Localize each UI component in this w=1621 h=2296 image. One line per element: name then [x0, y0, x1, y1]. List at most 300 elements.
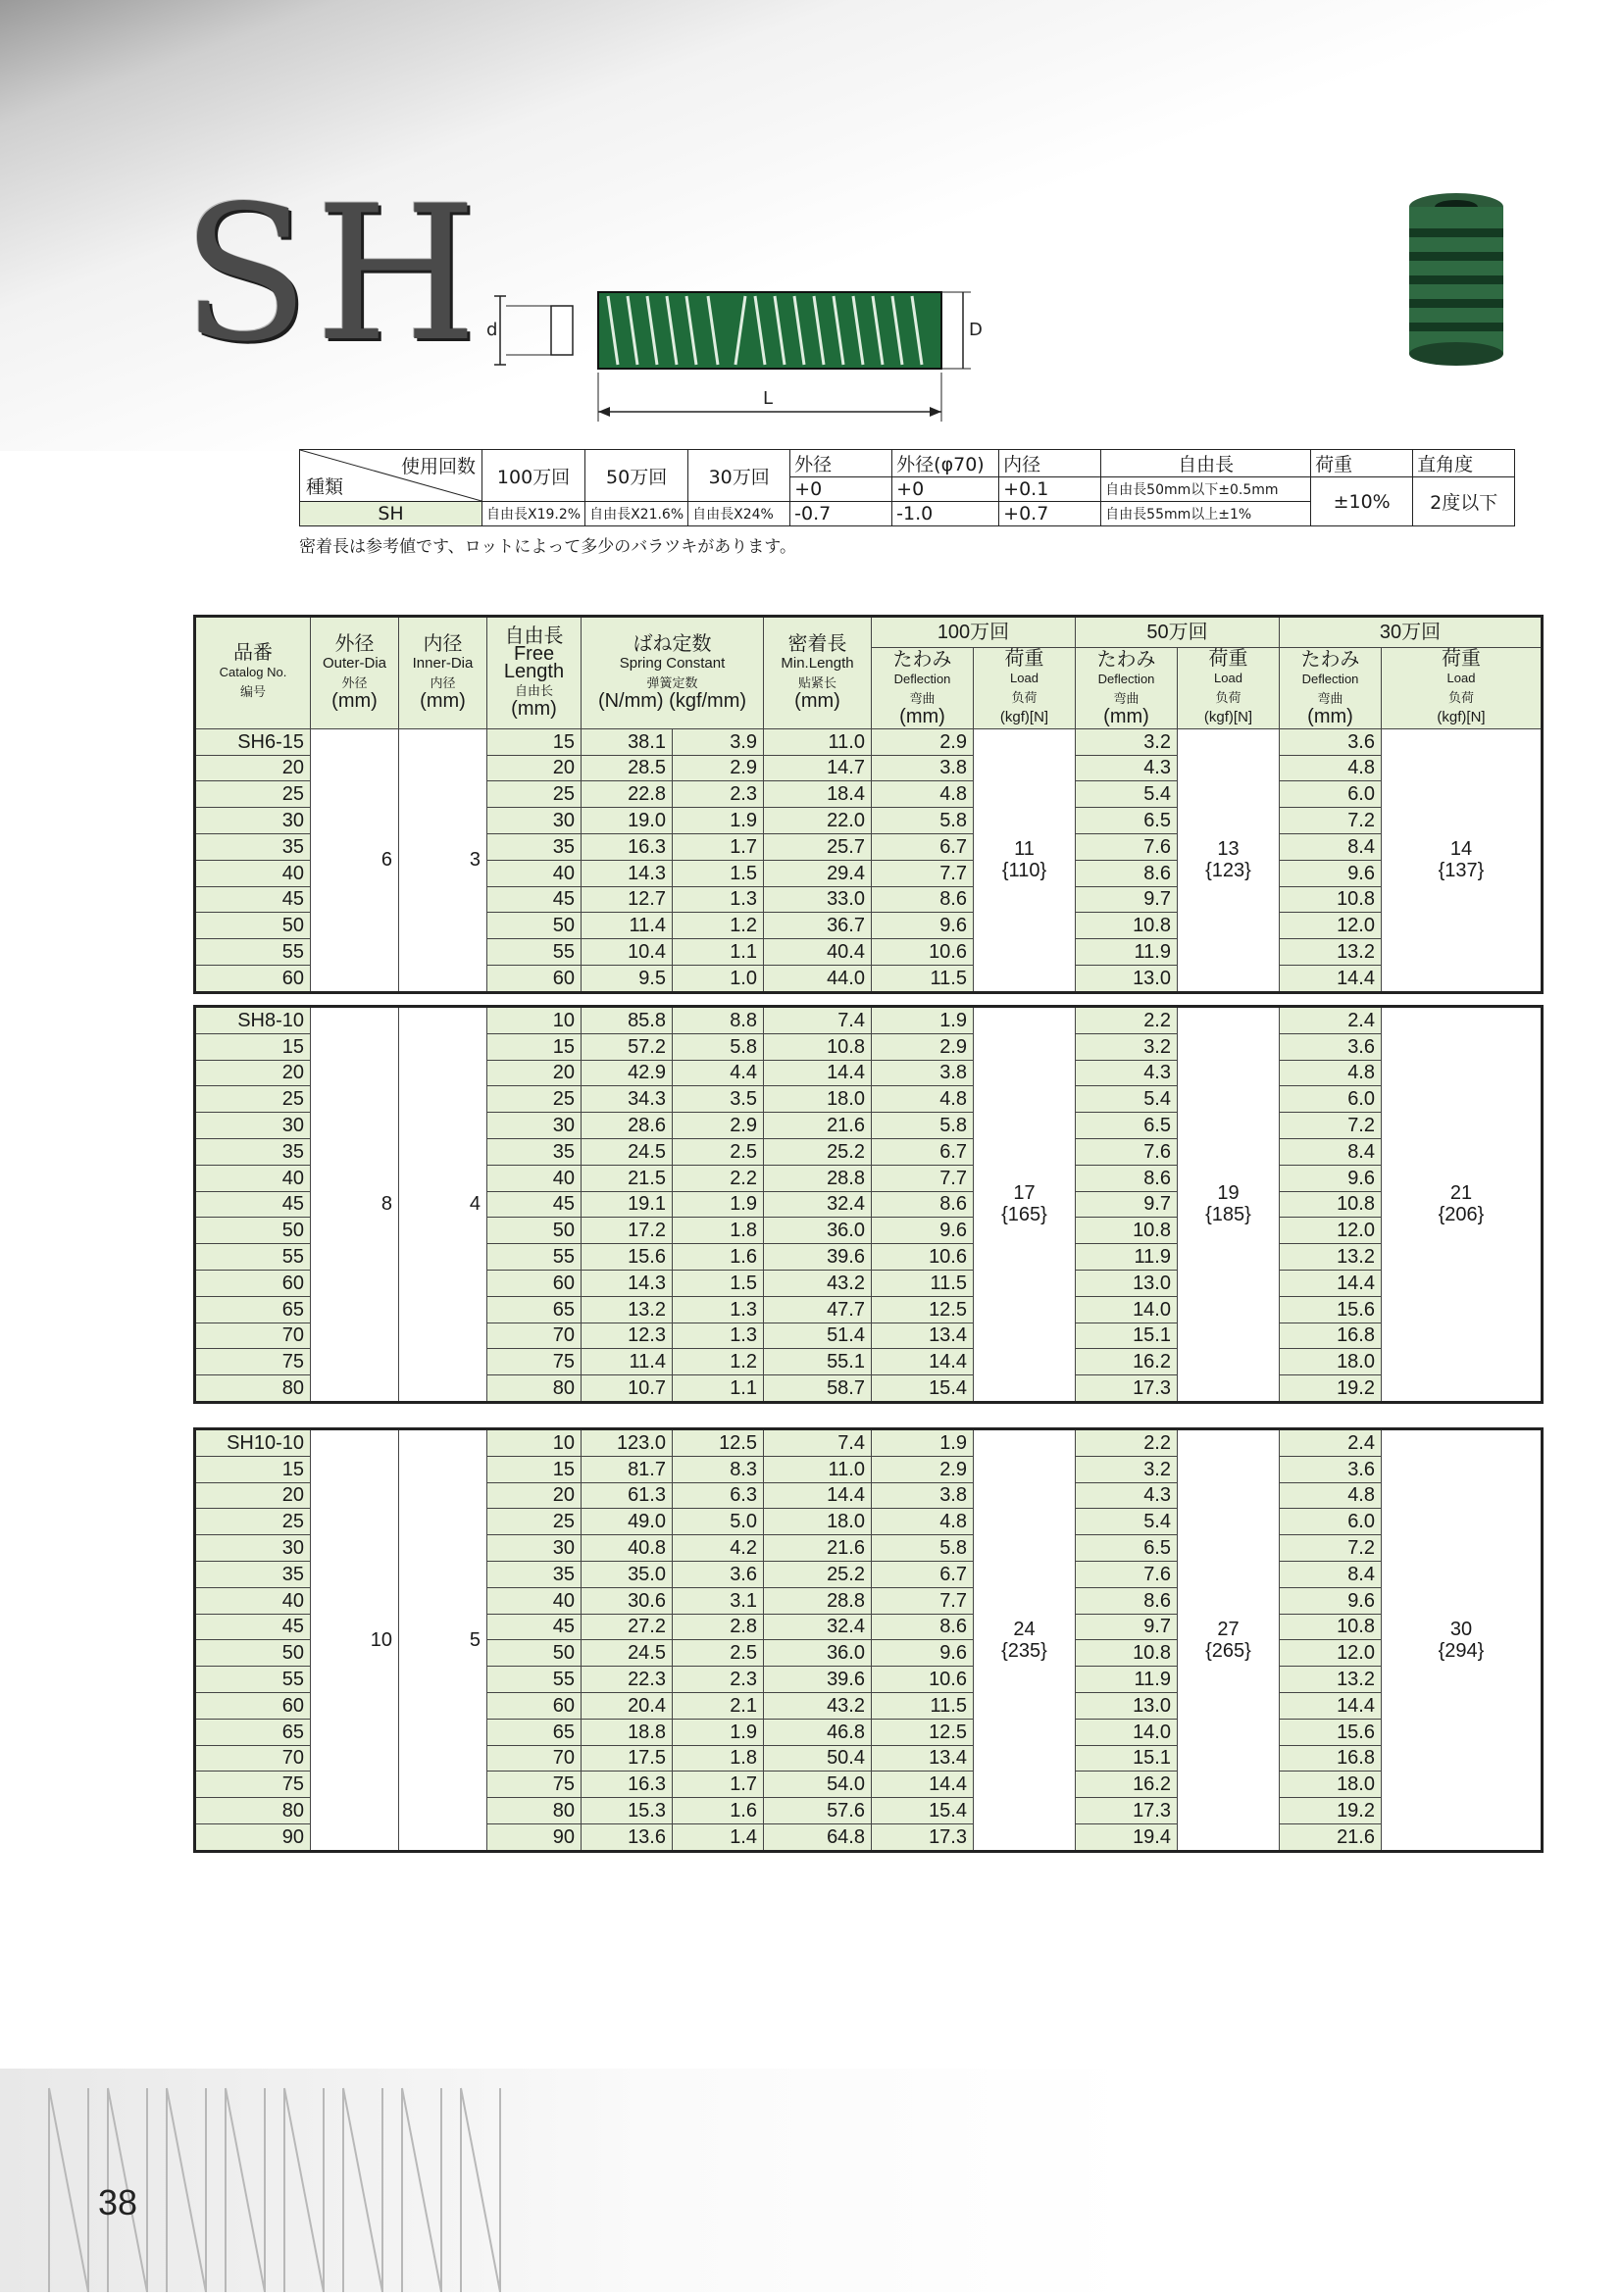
min-length: 58.7: [764, 1375, 872, 1403]
deflection-300k: 18.0: [1280, 1772, 1382, 1798]
spring-constant-n: 18.8: [582, 1719, 673, 1745]
deflection-500k: 4.3: [1076, 1060, 1178, 1086]
spring-constant-n: 81.7: [582, 1456, 673, 1482]
inner-dia-value: 4: [399, 1007, 487, 1403]
header-deflection: [1280, 647, 1382, 728]
deflection-500k: 3.2: [1076, 728, 1178, 755]
header-deflection: [872, 647, 974, 728]
header-text: 弯曲: [1317, 690, 1343, 706]
catalog-no: 45: [195, 1614, 311, 1640]
spring-constant-n: 57.2: [582, 1033, 673, 1060]
catalog-no: 70: [195, 1323, 311, 1349]
load-1m: [974, 728, 1076, 992]
catalog-no: 65: [195, 1296, 311, 1323]
spec-squareness-label: 直角度: [1413, 450, 1515, 477]
deflection-1m: 5.8: [872, 1113, 974, 1139]
spring-table-1: [193, 615, 1544, 994]
spring-constant-n: 34.3: [582, 1086, 673, 1113]
deflection-1m: 4.8: [872, 1086, 974, 1113]
deflection-300k: 13.2: [1280, 939, 1382, 966]
catalog-no: 40: [195, 1587, 311, 1614]
min-length-note: 密着長は参考値です、ロットによって多少のバラツキがあります。: [299, 537, 796, 557]
min-length: 33.0: [764, 886, 872, 913]
header-text: (kgf)[N]: [1437, 708, 1486, 725]
load-n: {294}: [1438, 1639, 1485, 1662]
spring-constant-kgf: 3.5: [673, 1086, 764, 1113]
catalog-no: 35: [195, 1138, 311, 1165]
min-length: 21.6: [764, 1113, 872, 1139]
deflection-300k: 16.8: [1280, 1745, 1382, 1772]
spring-constant-kgf: 1.9: [673, 808, 764, 834]
deflection-1m: 2.9: [872, 1456, 974, 1482]
free-length: 80: [487, 1798, 582, 1824]
catalog-no: SH10-10: [195, 1429, 311, 1457]
load-kgf: 27: [1217, 1618, 1240, 1640]
header-text: Deflection: [1097, 671, 1155, 686]
spring-constant-kgf: 1.9: [673, 1191, 764, 1218]
load-kgf: 24: [1013, 1618, 1036, 1640]
free-length: 70: [487, 1323, 582, 1349]
header-text: 荷重: [1442, 647, 1481, 670]
deflection-500k: 11.9: [1076, 1667, 1178, 1693]
deflection-500k: 14.0: [1076, 1719, 1178, 1745]
min-length: 29.4: [764, 860, 872, 886]
spring-constant-kgf: 1.5: [673, 860, 764, 886]
deflection-300k: 6.0: [1280, 781, 1382, 808]
deflection-1m: 9.6: [872, 1218, 974, 1244]
spring-constant-n: 16.3: [582, 1772, 673, 1798]
table-row: [195, 1007, 1543, 1034]
spring-constant-kgf: 1.3: [673, 1323, 764, 1349]
header-text: Spring Constant: [619, 655, 726, 673]
spring-constant-kgf: 8.8: [673, 1007, 764, 1034]
deflection-1m: 17.3: [872, 1823, 974, 1851]
spring-constant-n: 27.2: [582, 1614, 673, 1640]
spring-constant-n: 19.1: [582, 1191, 673, 1218]
deflection-300k: 21.6: [1280, 1823, 1382, 1851]
min-length: 57.6: [764, 1798, 872, 1824]
deflection-300k: 4.8: [1280, 755, 1382, 781]
deflection-300k: 3.6: [1280, 728, 1382, 755]
spec-od-label: 外径: [790, 450, 892, 477]
deflection-500k: 3.2: [1076, 1456, 1178, 1482]
free-length: 40: [487, 860, 582, 886]
spring-constant-kgf: 1.9: [673, 1719, 764, 1745]
header-500k-cycles: 50万回: [1076, 617, 1280, 648]
header-text: (mm): [899, 705, 945, 727]
deflection-1m: 10.6: [872, 1667, 974, 1693]
outer-dia-value: 8: [311, 1007, 399, 1403]
deflection-300k: 12.0: [1280, 1218, 1382, 1244]
spring-constant-n: 85.8: [582, 1007, 673, 1034]
min-length: 25.7: [764, 833, 872, 860]
deflection-300k: 2.4: [1280, 1429, 1382, 1457]
header-load: [1178, 647, 1280, 728]
catalog-no: 25: [195, 1509, 311, 1535]
header-text: Load: [1446, 670, 1476, 685]
deflection-300k: 13.2: [1280, 1244, 1382, 1271]
spring-constant-kgf: 1.5: [673, 1270, 764, 1296]
deflection-500k: 17.3: [1076, 1798, 1178, 1824]
spring-constant-n: 17.2: [582, 1218, 673, 1244]
deflection-300k: 4.8: [1280, 1060, 1382, 1086]
min-length: 32.4: [764, 1191, 872, 1218]
free-length: 30: [487, 808, 582, 834]
free-length: 30: [487, 1113, 582, 1139]
spring-constant-n: 15.6: [582, 1244, 673, 1271]
header-text: Deflection: [893, 671, 951, 686]
spec-squareness-value: 2度以下: [1413, 477, 1515, 526]
deflection-500k: 2.2: [1076, 1429, 1178, 1457]
catalog-no: 55: [195, 1667, 311, 1693]
deflection-500k: 7.6: [1076, 1138, 1178, 1165]
header-text: 内径: [423, 633, 463, 656]
free-length: 25: [487, 781, 582, 808]
spring-constant-kgf: 12.5: [673, 1429, 764, 1457]
spring-constant-kgf: 3.9: [673, 728, 764, 755]
deflection-1m: 10.6: [872, 1244, 974, 1271]
spring-constant-kgf: 4.2: [673, 1535, 764, 1562]
deflection-1m: 3.8: [872, 1060, 974, 1086]
header-text: 荷重: [1004, 647, 1044, 670]
spring-constant-kgf: 1.0: [673, 965, 764, 992]
catalog-no: 90: [195, 1823, 311, 1851]
deflection-1m: 4.8: [872, 1509, 974, 1535]
free-length: 40: [487, 1165, 582, 1191]
free-length: 50: [487, 1218, 582, 1244]
spring-constant-n: 12.7: [582, 886, 673, 913]
spec-od70-tol-lower: -1.0: [892, 502, 999, 526]
min-length: 46.8: [764, 1719, 872, 1745]
min-length: 21.6: [764, 1535, 872, 1562]
deflection-1m: 3.8: [872, 1482, 974, 1509]
min-length: 54.0: [764, 1772, 872, 1798]
header-text: (mm): [511, 698, 557, 721]
deflection-1m: 7.7: [872, 1587, 974, 1614]
header-text: 负荷: [1215, 689, 1241, 705]
deflection-500k: 5.4: [1076, 1509, 1178, 1535]
min-length: 7.4: [764, 1429, 872, 1457]
deflection-500k: 13.0: [1076, 1270, 1178, 1296]
deflection-1m: 9.6: [872, 1640, 974, 1667]
deflection-500k: 13.0: [1076, 965, 1178, 992]
free-length: 30: [487, 1535, 582, 1562]
load-500k: [1178, 1429, 1280, 1852]
catalog-no: 55: [195, 1244, 311, 1271]
header-text: 弹簧定数: [646, 675, 698, 691]
free-length: 50: [487, 913, 582, 939]
deflection-300k: 12.0: [1280, 1640, 1382, 1667]
deflection-300k: 13.2: [1280, 1667, 1382, 1693]
catalog-no: 65: [195, 1719, 311, 1745]
inner-dia-value: 3: [399, 728, 487, 992]
free-length: 60: [487, 965, 582, 992]
deflection-300k: 10.8: [1280, 886, 1382, 913]
header-text: Load: [1010, 670, 1038, 685]
catalog-no: SH6-15: [195, 728, 311, 755]
min-length: 50.4: [764, 1745, 872, 1772]
deflection-300k: 8.4: [1280, 833, 1382, 860]
catalog-no: 60: [195, 1692, 311, 1719]
spring-constant-n: 19.0: [582, 808, 673, 834]
spec-100man: 100万回: [482, 450, 585, 502]
deflection-300k: 12.0: [1280, 913, 1382, 939]
deflection-1m: 9.6: [872, 913, 974, 939]
spring-constant-kgf: 8.3: [673, 1456, 764, 1482]
deflection-500k: 6.5: [1076, 1113, 1178, 1139]
min-length: 14.4: [764, 1060, 872, 1086]
load-kgf: 17: [1013, 1182, 1036, 1205]
free-length: 75: [487, 1349, 582, 1375]
spring-constant-kgf: 4.4: [673, 1060, 764, 1086]
catalog-no: 30: [195, 1113, 311, 1139]
spec-usage-count-label: 使用回数: [400, 456, 476, 477]
deflection-500k: 14.0: [1076, 1296, 1178, 1323]
load-kgf: 13: [1217, 838, 1240, 861]
load-300k: [1382, 1429, 1543, 1852]
header-text: 荷重: [1208, 647, 1248, 670]
free-length: 20: [487, 1060, 582, 1086]
header-text: (kgf/mm): [669, 690, 747, 713]
free-length: 40: [487, 1587, 582, 1614]
min-length: 39.6: [764, 1667, 872, 1693]
min-length: 25.2: [764, 1561, 872, 1587]
header-text: (kgf)[N]: [999, 708, 1049, 725]
load-500k: [1178, 728, 1280, 992]
spring-constant-n: 42.9: [582, 1060, 673, 1086]
product-title: SH: [181, 166, 483, 382]
spring-table-2: [193, 1005, 1544, 1404]
spring-constant-n: 30.6: [582, 1587, 673, 1614]
catalog-no: SH8-10: [195, 1007, 311, 1034]
header-text: 密着長: [787, 633, 847, 656]
header-catalog-no: [195, 617, 311, 729]
deflection-1m: 5.8: [872, 808, 974, 834]
deflection-1m: 12.5: [872, 1296, 974, 1323]
header-text: Length: [503, 661, 565, 683]
load-n: {123}: [1205, 860, 1251, 882]
spring-constant-n: 9.5: [582, 965, 673, 992]
header-text: 外径: [341, 675, 368, 691]
deflection-500k: 10.8: [1076, 913, 1178, 939]
header-text: ばね定数: [633, 633, 712, 656]
spring-constant-n: 16.3: [582, 833, 673, 860]
deflection-300k: 3.6: [1280, 1456, 1382, 1482]
catalog-no: 45: [195, 1191, 311, 1218]
deflection-300k: 10.8: [1280, 1191, 1382, 1218]
min-length: 18.0: [764, 1509, 872, 1535]
deflection-500k: 8.6: [1076, 860, 1178, 886]
header-text: 弯曲: [909, 690, 936, 706]
load-300k: [1382, 728, 1543, 992]
spring-constant-kgf: 1.2: [673, 1349, 764, 1375]
spring-constant-n: 10.4: [582, 939, 673, 966]
catalog-no: 20: [195, 1482, 311, 1509]
free-length: 55: [487, 1667, 582, 1693]
deflection-1m: 8.6: [872, 1614, 974, 1640]
spring-constant-kgf: 2.3: [673, 781, 764, 808]
catalog-no: 40: [195, 1165, 311, 1191]
deflection-300k: 14.4: [1280, 965, 1382, 992]
outer-dia-value: 10: [311, 1429, 399, 1852]
header-load: [1382, 647, 1543, 728]
spring-constant-kgf: 1.4: [673, 1823, 764, 1851]
min-length: 18.0: [764, 1086, 872, 1113]
min-length: 43.2: [764, 1270, 872, 1296]
free-length: 10: [487, 1429, 582, 1457]
deflection-1m: 7.7: [872, 860, 974, 886]
spec-corner-cell: [300, 450, 482, 502]
free-length: 20: [487, 755, 582, 781]
catalog-no: 35: [195, 833, 311, 860]
spring-constant-n: 22.3: [582, 1667, 673, 1693]
free-length: 80: [487, 1375, 582, 1403]
load-500k: [1178, 1007, 1280, 1403]
header-text: たわみ: [1300, 648, 1360, 671]
deflection-300k: 2.4: [1280, 1007, 1382, 1034]
spring-constant-n: 20.4: [582, 1692, 673, 1719]
spring-constant-n: 10.7: [582, 1375, 673, 1403]
header-deflection: [1076, 647, 1178, 728]
deflection-500k: 3.2: [1076, 1033, 1178, 1060]
min-length: 18.4: [764, 781, 872, 808]
header-text: (mm): [331, 690, 378, 713]
min-length: 32.4: [764, 1614, 872, 1640]
free-length: 45: [487, 1614, 582, 1640]
header-text: 自由長: [504, 625, 564, 648]
free-length: 45: [487, 886, 582, 913]
min-length: 7.4: [764, 1007, 872, 1034]
min-length: 51.4: [764, 1323, 872, 1349]
load-kgf: 21: [1449, 1182, 1473, 1205]
min-length: 22.0: [764, 808, 872, 834]
spring-constant-kgf: 1.8: [673, 1218, 764, 1244]
deflection-300k: 9.6: [1280, 860, 1382, 886]
spring-constant-kgf: 5.8: [673, 1033, 764, 1060]
spring-constant-kgf: 1.1: [673, 939, 764, 966]
deflection-1m: 11.5: [872, 965, 974, 992]
deflection-500k: 11.9: [1076, 1244, 1178, 1271]
table-row: [195, 1429, 1543, 1457]
spec-free-length-tol-1: 自由長50mm以下±0.5mm: [1101, 477, 1311, 502]
deflection-500k: 4.3: [1076, 755, 1178, 781]
deflection-500k: 15.1: [1076, 1745, 1178, 1772]
deflection-500k: 5.4: [1076, 1086, 1178, 1113]
spring-constant-n: 14.3: [582, 860, 673, 886]
deflection-300k: 14.4: [1280, 1692, 1382, 1719]
spec-free-length-label: 自由長: [1101, 450, 1311, 477]
header-min-length: [764, 617, 872, 729]
header-text: Deflection: [1301, 671, 1359, 686]
load-300k: [1382, 1007, 1543, 1403]
deflection-1m: 6.7: [872, 833, 974, 860]
min-length: 25.2: [764, 1138, 872, 1165]
catalog-no: 75: [195, 1349, 311, 1375]
min-length: 14.7: [764, 755, 872, 781]
spring-constant-n: 40.8: [582, 1535, 673, 1562]
spring-constant-kgf: 2.2: [673, 1165, 764, 1191]
spring-constant-kgf: 1.3: [673, 886, 764, 913]
catalog-no: 15: [195, 1456, 311, 1482]
deflection-1m: 4.8: [872, 781, 974, 808]
deflection-500k: 5.4: [1076, 781, 1178, 808]
deflection-1m: 7.7: [872, 1165, 974, 1191]
catalog-no: 45: [195, 886, 311, 913]
spring-constant-kgf: 2.3: [673, 1667, 764, 1693]
spring-constant-kgf: 1.6: [673, 1798, 764, 1824]
header-text: 弯曲: [1113, 690, 1140, 706]
header-300k-cycles: 30万回: [1280, 617, 1543, 648]
free-length: 70: [487, 1745, 582, 1772]
spring-constant-kgf: 1.7: [673, 1772, 764, 1798]
spring-constant-kgf: 5.0: [673, 1509, 764, 1535]
page-number: 38: [98, 2182, 138, 2222]
free-length: 65: [487, 1719, 582, 1745]
spec-od-tol-lower: -0.7: [790, 502, 892, 526]
min-length: 14.4: [764, 1482, 872, 1509]
spring-constant-n: 14.3: [582, 1270, 673, 1296]
deflection-1m: 10.6: [872, 939, 974, 966]
header-text: 贴紧长: [797, 675, 836, 691]
deflection-500k: 6.5: [1076, 1535, 1178, 1562]
deflection-1m: 5.8: [872, 1535, 974, 1562]
deflection-1m: 15.4: [872, 1798, 974, 1824]
load-n: {235}: [1001, 1639, 1047, 1662]
catalog-no: 20: [195, 1060, 311, 1086]
catalog-no: 55: [195, 939, 311, 966]
catalog-no: 20: [195, 755, 311, 781]
catalog-no: 35: [195, 1561, 311, 1587]
load-n: {165}: [1001, 1204, 1047, 1226]
deflection-1m: 11.5: [872, 1692, 974, 1719]
free-length: 55: [487, 939, 582, 966]
spec-id-label: 内径: [999, 450, 1101, 477]
header-load: [974, 647, 1076, 728]
catalog-no: 30: [195, 1535, 311, 1562]
spring-constant-kgf: 2.8: [673, 1614, 764, 1640]
header-text: 外径: [334, 633, 375, 656]
header-text: (kgf)[N]: [1203, 708, 1253, 725]
deflection-300k: 19.2: [1280, 1375, 1382, 1403]
spring-constant-n: 11.4: [582, 913, 673, 939]
deflection-500k: 9.7: [1076, 1614, 1178, 1640]
spec-min-length-100: 自由長X19.2%: [482, 502, 585, 526]
header-1m-cycles: 100万回: [872, 617, 1076, 648]
spring-constant-kgf: 1.8: [673, 1745, 764, 1772]
spring-constant-n: 13.2: [582, 1296, 673, 1323]
free-length: 60: [487, 1270, 582, 1296]
spring-constant-n: 38.1: [582, 728, 673, 755]
min-length: 43.2: [764, 1692, 872, 1719]
catalog-no: 70: [195, 1745, 311, 1772]
load-n: {265}: [1205, 1639, 1251, 1662]
spring-constant-n: 35.0: [582, 1561, 673, 1587]
deflection-300k: 15.6: [1280, 1296, 1382, 1323]
spec-od70-label: 外径(φ70): [892, 450, 999, 477]
spring-dimension-diagram: [481, 275, 990, 431]
min-length: 40.4: [764, 939, 872, 966]
load-n: {110}: [1001, 860, 1047, 882]
spec-load-label: 荷重: [1311, 450, 1413, 477]
deflection-500k: 6.5: [1076, 808, 1178, 834]
deflection-300k: 8.4: [1280, 1561, 1382, 1587]
deflection-500k: 17.3: [1076, 1375, 1178, 1403]
deflection-1m: 6.7: [872, 1138, 974, 1165]
header-outer-dia: [311, 617, 399, 729]
deflection-300k: 15.6: [1280, 1719, 1382, 1745]
load-n: {185}: [1205, 1204, 1251, 1226]
spring-constant-n: 17.5: [582, 1745, 673, 1772]
